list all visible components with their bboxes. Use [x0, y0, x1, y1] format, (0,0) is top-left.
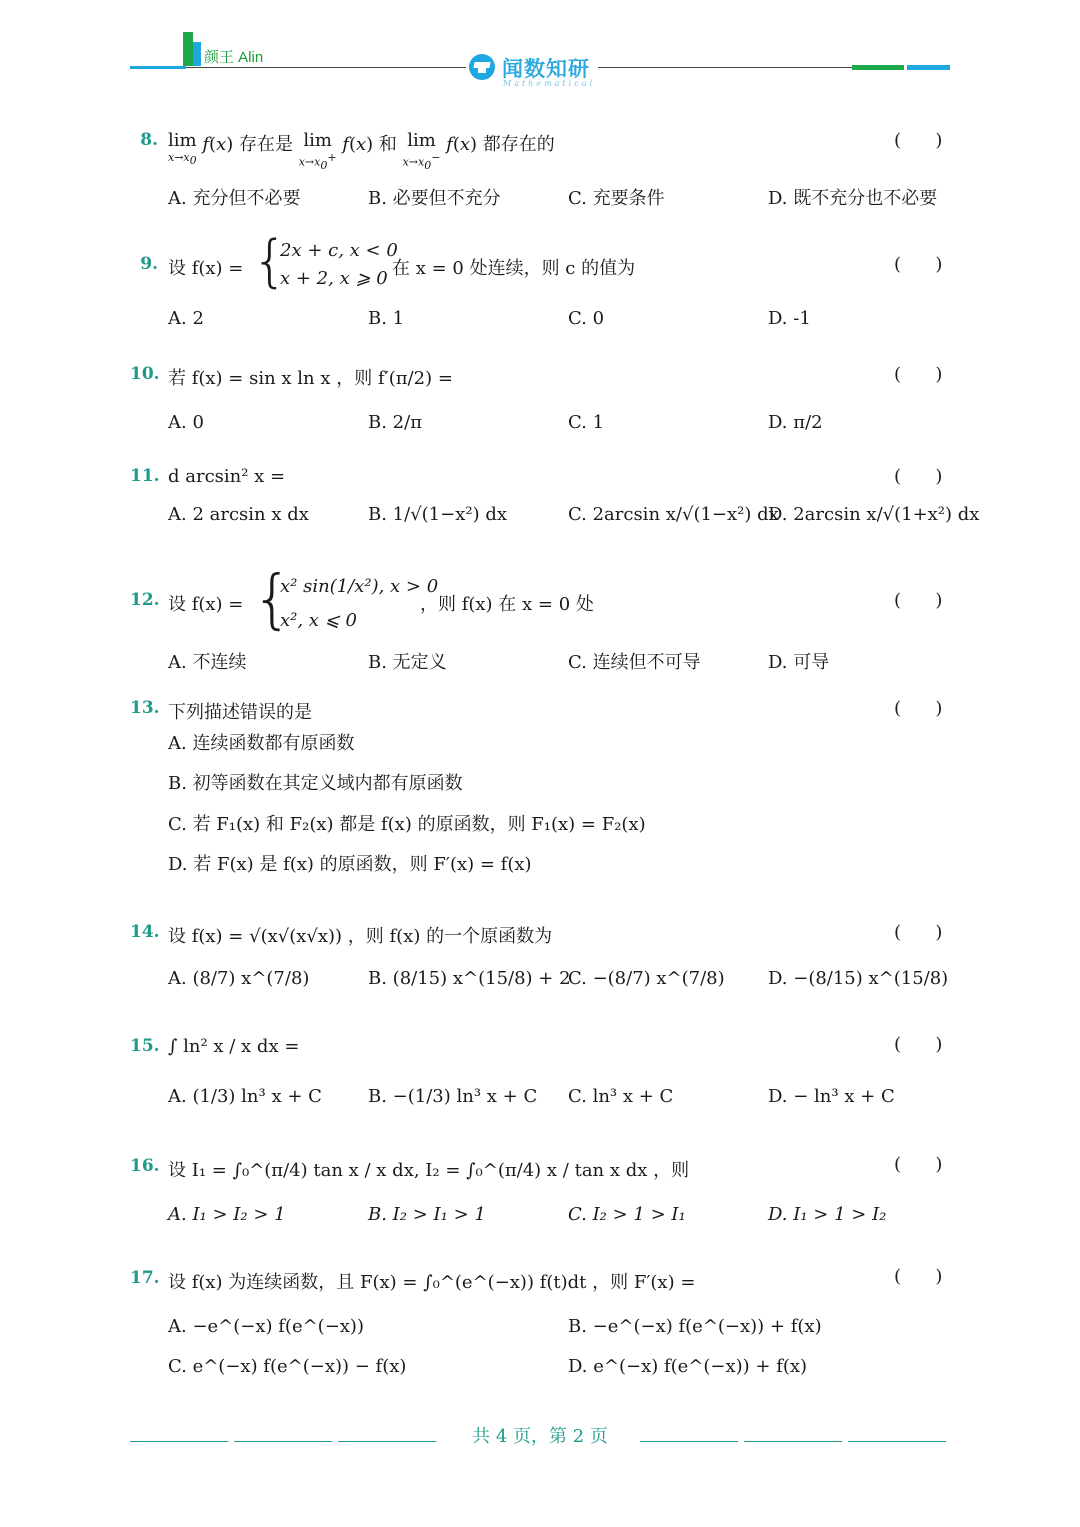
question-stem: 设 f(x) 为连续函数，且 F(x) = ∫₀^(e^(−x)) f(t)dt ，则 F′(x) = [168, 1272, 696, 1293]
option-c: C. 2arcsin x/√(1−x²) dx [568, 504, 779, 525]
option-a: A. (8/7) x^(7/8) [168, 968, 310, 989]
header-rule-right-thin [598, 67, 852, 68]
option-b: B. 初等函数在其定义域内都有原函数 [168, 773, 463, 794]
option-b: B. −e^(−x) f(e^(−x)) + f(x) [568, 1316, 822, 1337]
question-11 [130, 466, 980, 556]
question-9 [130, 229, 950, 338]
option-a: A. 2 arcsin x dx [168, 504, 309, 525]
question-stem: 设 f(x) = √(x√(x√x)) ，则 f(x) 的一个原函数为 [168, 926, 553, 947]
option-a: A. (1/3) ln³ x + C [168, 1086, 322, 1107]
option-c: C. 0 [568, 308, 605, 329]
question-stem-prefix: 设 f(x) = [168, 258, 244, 279]
option-b: B. 2/π [368, 412, 423, 433]
question-number: 8. [140, 130, 158, 150]
option-d: D. 既不充分也不必要 [768, 188, 938, 209]
case-1: x² sin(1/x²), x > 0 [280, 576, 439, 597]
question-8 [130, 130, 950, 210]
option-b: B. (8/15) x^(15/8) + 2 [368, 968, 571, 989]
answer-blank: ( ) [894, 590, 943, 611]
option-c: C. 连续但不可导 [568, 652, 701, 673]
option-a: A. −e^(−x) f(e^(−x)) [168, 1316, 364, 1337]
question-stem: d arcsin² x = [168, 466, 286, 487]
option-d: D. e^(−x) f(e^(−x)) + f(x) [568, 1356, 808, 1377]
option-b: B. 1 [368, 308, 405, 329]
option-d: D. -1 [768, 308, 811, 329]
question-number: 12. [130, 590, 160, 610]
answer-blank: ( ) [894, 1266, 943, 1287]
answer-blank: ( ) [894, 254, 943, 275]
answer-blank: ( ) [894, 1154, 943, 1175]
footer-rule [744, 1441, 842, 1442]
question-16 [130, 1154, 950, 1234]
question-stem: 设 I₁ = ∫₀^(π/4) tan x / x dx, I₂ = ∫₀^(π/4) x / tan x dx ，则 [168, 1160, 690, 1181]
answer-blank: ( ) [894, 130, 943, 151]
option-b: B. 必要但不充分 [368, 188, 501, 209]
case-2: x + 2, x ⩾ 0 [280, 268, 388, 289]
option-c: C. −(8/7) x^(7/8) [568, 968, 725, 989]
option-b: B. 1/√(1−x²) dx [368, 504, 507, 525]
footer-rule [848, 1441, 946, 1442]
site-subtitle: Mathematical [503, 79, 595, 88]
header-rule-right-green [852, 65, 904, 70]
option-d: D. I₁ > 1 > I₂ [768, 1204, 887, 1225]
option-d: D. −(8/15) x^(15/8) [768, 968, 949, 989]
header-rule-left-blue [130, 66, 186, 69]
option-a: A. 连续函数都有原函数 [168, 733, 355, 754]
answer-blank: ( ) [894, 466, 943, 487]
case-1: 2x + c, x < 0 [280, 240, 398, 261]
question-stem: 若 f(x) = sin x ln x ，则 f′(π/2) = [168, 368, 453, 389]
header-rule-left-thin [186, 67, 466, 68]
question-stem-prefix: 设 f(x) = [168, 594, 244, 615]
answer-blank: ( ) [894, 1034, 943, 1055]
option-c: C. ln³ x + C [568, 1086, 674, 1107]
question-number: 9. [140, 254, 158, 274]
option-c: C. 1 [568, 412, 605, 433]
site-title: 闻数知研 [502, 57, 590, 81]
option-d: D. 2arcsin x/√(1+x²) dx [768, 504, 980, 525]
brace: { [252, 563, 293, 637]
option-b: B. −(1/3) ln³ x + C [368, 1086, 538, 1107]
question-number: 14. [130, 922, 160, 942]
option-c: C. I₂ > 1 > I₁ [568, 1204, 686, 1225]
question-17 [130, 1266, 950, 1376]
question-stem-suffix: ，则 f(x) 在 x = 0 处 [420, 594, 594, 615]
case-2: x², x ⩽ 0 [280, 610, 357, 631]
option-b: B. I₂ > I₁ > 1 [368, 1204, 486, 1225]
question-number: 10. [130, 364, 160, 384]
option-d: D. 可导 [768, 652, 830, 673]
option-d: D. 若 F(x) 是 f(x) 的原函数，则 F′(x) = f(x) [168, 854, 532, 875]
option-a: A. 不连续 [168, 652, 247, 673]
option-b: B. 无定义 [368, 652, 447, 673]
question-15 [130, 1032, 950, 1122]
question-number: 13. [130, 698, 160, 718]
site-logo-icon [469, 54, 495, 80]
brace: { [252, 229, 288, 294]
question-10 [130, 358, 950, 448]
question-number: 17. [130, 1268, 160, 1288]
question-number: 11. [130, 466, 160, 486]
question-12 [130, 563, 950, 678]
page-number: 共 4 页，第 2 页 [472, 1426, 608, 1447]
answer-blank: ( ) [894, 364, 943, 385]
question-stem: 下列描述错误的是 [168, 702, 312, 723]
option-d: D. π/2 [768, 412, 823, 433]
question-stem: ∫ ln² x / x dx = [168, 1036, 300, 1057]
option-a: A. I₁ > I₂ > 1 [168, 1204, 286, 1225]
logo-icon-accent [193, 42, 201, 66]
option-a: A. 2 [168, 308, 204, 329]
question-13 [130, 698, 950, 878]
option-a: A. 0 [168, 412, 204, 433]
option-c: C. 若 F₁(x) 和 F₂(x) 都是 f(x) 的原函数，则 F₁(x) = F₂(x) [168, 814, 646, 835]
logo-icon [183, 32, 193, 66]
question-stem: lim $x\to x_0$ f(x) 存在是 lim $x\to x_0^+$ f(x) 和 lim $x\to x_0^-$ f(x) 都存在的 [168, 130, 555, 172]
header-rule-right-blue [907, 65, 950, 70]
brand-name: 颜王 Alin [204, 49, 264, 66]
answer-blank: ( ) [894, 698, 943, 719]
option-a: A. 充分但不必要 [168, 188, 301, 209]
question-number: 16. [130, 1156, 160, 1176]
answer-blank: ( ) [894, 922, 943, 943]
question-stem-suffix: 在 x = 0 处连续，则 c 的值为 [392, 258, 636, 279]
option-c: C. e^(−x) f(e^(−x)) − f(x) [168, 1356, 407, 1377]
option-c: C. 充要条件 [568, 188, 665, 209]
question-number: 15. [130, 1036, 160, 1056]
footer-rule [640, 1441, 738, 1442]
option-d: D. − ln³ x + C [768, 1086, 895, 1107]
question-14 [130, 918, 950, 1008]
